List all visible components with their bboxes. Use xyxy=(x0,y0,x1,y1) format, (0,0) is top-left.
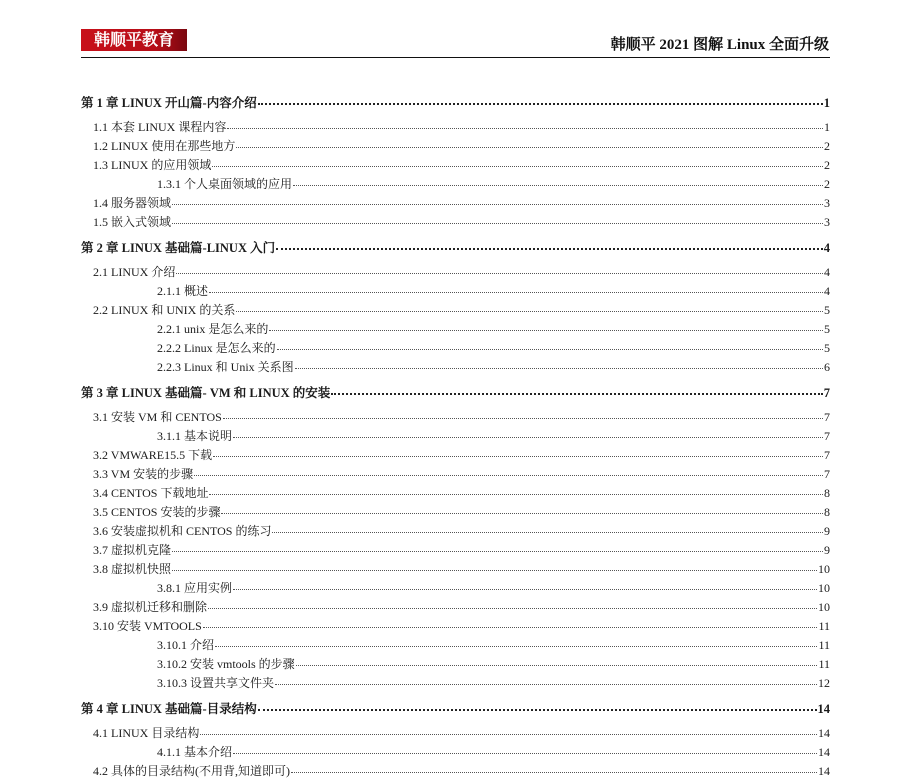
toc-entry-label: 1.3.1 个人桌面领域的应用 xyxy=(157,177,293,191)
toc-dot-leader xyxy=(236,146,823,148)
toc-entry-label: 第 1 章 LINUX 开山篇-内容介绍 xyxy=(81,96,257,110)
toc-chapter-entry[interactable] xyxy=(81,383,830,403)
toc-entry[interactable] xyxy=(81,579,830,598)
toc-dot-leader xyxy=(296,664,818,666)
toc-entry-label: 2.1 LINUX 介绍 xyxy=(93,265,176,279)
toc-page-number: 7 xyxy=(824,410,830,424)
toc-entry-label: 2.1.1 概述 xyxy=(157,284,209,298)
toc-dot-leader xyxy=(172,222,823,224)
toc-page-number: 1 xyxy=(824,120,830,134)
toc-entry-label: 4.1.1 基本介绍 xyxy=(157,745,233,759)
toc-page-number: 8 xyxy=(824,486,830,500)
toc-entry-label: 3.10.3 设置共享文件夹 xyxy=(157,676,275,690)
toc-dot-leader xyxy=(176,272,823,274)
toc-entry-label: 2.2 LINUX 和 UNIX 的关系 xyxy=(93,303,236,317)
toc-entry[interactable] xyxy=(81,617,830,636)
toc-entry[interactable] xyxy=(81,465,830,484)
toc-entry-label: 3.10.1 介绍 xyxy=(157,638,215,652)
toc-dot-leader xyxy=(258,708,817,711)
toc-entry[interactable] xyxy=(81,175,830,194)
toc-chapter-entry[interactable] xyxy=(81,93,830,113)
toc-entry[interactable] xyxy=(81,503,830,522)
toc-page-number: 11 xyxy=(818,619,830,633)
toc-dot-leader xyxy=(223,417,823,419)
toc-entry-label: 3.6 安装虚拟机和 CENTOS 的练习 xyxy=(93,524,272,538)
toc-page-number: 5 xyxy=(824,303,830,317)
toc-entry[interactable] xyxy=(81,137,830,156)
toc-entry-label: 2.2.1 unix 是怎么来的 xyxy=(157,322,269,336)
toc-dot-leader xyxy=(277,348,823,350)
toc-entry[interactable] xyxy=(81,636,830,655)
toc-dot-leader xyxy=(209,493,823,495)
toc-entry-label: 2.2.2 Linux 是怎么来的 xyxy=(157,341,276,355)
toc-dot-leader xyxy=(203,626,818,628)
toc-page-number: 4 xyxy=(823,241,830,255)
toc-page-number: 14 xyxy=(817,702,830,716)
toc-entry[interactable] xyxy=(81,301,830,320)
toc-entry-label: 3.8.1 应用实例 xyxy=(157,581,233,595)
toc-entry[interactable] xyxy=(81,339,830,358)
toc-entry[interactable] xyxy=(81,541,830,560)
toc-dot-leader xyxy=(172,569,817,571)
toc-entry-label: 2.2.3 Linux 和 Unix 关系图 xyxy=(157,360,294,374)
toc-dot-leader xyxy=(213,455,823,457)
toc-entry-label: 3.1 安装 VM 和 CENTOS xyxy=(93,410,222,424)
toc-page-number: 4 xyxy=(824,265,830,279)
toc-entry[interactable] xyxy=(81,358,830,377)
toc-page-number: 11 xyxy=(818,657,830,671)
toc-page-number: 14 xyxy=(818,745,830,759)
toc-entry[interactable] xyxy=(81,263,830,282)
toc-page-number: 4 xyxy=(824,284,830,298)
toc-page-number: 14 xyxy=(818,726,830,740)
toc-page-number: 7 xyxy=(824,448,830,462)
toc-entry[interactable] xyxy=(81,598,830,617)
toc-dot-leader xyxy=(212,165,823,167)
toc-entry-label: 3.10 安装 VMTOOLS xyxy=(93,619,202,633)
toc-page-number: 7 xyxy=(824,429,830,443)
toc-chapter-entry[interactable] xyxy=(81,699,830,719)
toc-dot-leader xyxy=(258,102,823,105)
toc-entry-label: 4.2 具体的目录结构(不用背,知道即可) xyxy=(93,764,290,778)
toc-entry-label: 第 2 章 LINUX 基础篇-LINUX 入门 xyxy=(81,241,276,255)
toc-page-number: 8 xyxy=(824,505,830,519)
toc-entry-label: 1.5 嵌入式领域 xyxy=(93,215,172,229)
toc-page-number: 11 xyxy=(818,638,830,652)
toc-entry-label: 1.4 服务器领域 xyxy=(93,196,172,210)
toc-dot-leader xyxy=(295,367,823,369)
toc-entry[interactable] xyxy=(81,762,830,781)
toc-entry-label: 第 4 章 LINUX 基础篇-目录结构 xyxy=(81,702,257,716)
brand-logo: 韩顺平教育 xyxy=(81,29,187,51)
toc-entry-label: 3.2 VMWARE15.5 下载 xyxy=(93,448,213,462)
toc-entry-label: 4.1 LINUX 目录结构 xyxy=(93,726,200,740)
toc-entry-label: 3.4 CENTOS 下载地址 xyxy=(93,486,209,500)
header-divider xyxy=(81,57,830,58)
toc-dot-leader xyxy=(272,531,823,533)
toc-entry[interactable] xyxy=(81,118,830,137)
toc-dot-leader xyxy=(200,733,817,735)
toc-dot-leader xyxy=(172,203,823,205)
toc-page-number: 7 xyxy=(824,467,830,481)
toc-entry[interactable] xyxy=(81,655,830,674)
toc-entry[interactable] xyxy=(81,674,830,693)
toc-chapter-entry[interactable] xyxy=(81,238,830,258)
toc-page-number: 10 xyxy=(818,562,830,576)
toc-page-number: 9 xyxy=(824,543,830,557)
toc-entry[interactable] xyxy=(81,724,830,743)
toc-entry[interactable] xyxy=(81,408,830,427)
toc-page-number: 10 xyxy=(818,600,830,614)
toc-page-number: 2 xyxy=(824,139,830,153)
toc-page-number: 1 xyxy=(823,96,830,110)
toc-entry-label: 1.3 LINUX 的应用领域 xyxy=(93,158,212,172)
toc-entry-label: 3.8 虚拟机快照 xyxy=(93,562,172,576)
toc-dot-leader xyxy=(209,291,823,293)
toc-entry[interactable] xyxy=(81,522,830,541)
toc-entry[interactable] xyxy=(81,156,830,175)
table-of-contents xyxy=(81,93,830,781)
toc-entry[interactable] xyxy=(81,560,830,579)
toc-entry[interactable] xyxy=(81,743,830,762)
toc-dot-leader xyxy=(331,392,822,395)
toc-dot-leader xyxy=(233,436,823,438)
toc-entry-label: 1.2 LINUX 使用在那些地方 xyxy=(93,139,236,153)
document-title: 韩顺平 2021 图解 Linux 全面升级 xyxy=(610,37,829,53)
toc-page-number: 2 xyxy=(824,158,830,172)
toc-dot-leader xyxy=(233,588,817,590)
toc-page-number: 9 xyxy=(824,524,830,538)
toc-dot-leader xyxy=(208,607,817,609)
toc-dot-leader xyxy=(233,752,817,754)
toc-dot-leader xyxy=(236,310,823,312)
toc-dot-leader xyxy=(276,247,823,250)
toc-page-number: 2 xyxy=(824,177,830,191)
toc-dot-leader xyxy=(215,645,817,647)
toc-page-number: 12 xyxy=(818,676,830,690)
toc-entry[interactable] xyxy=(81,282,830,301)
toc-page-number: 6 xyxy=(824,360,830,374)
toc-entry[interactable] xyxy=(81,320,830,339)
toc-dot-leader xyxy=(227,127,823,129)
toc-page-number: 14 xyxy=(818,764,830,778)
toc-page-number: 3 xyxy=(824,196,830,210)
toc-dot-leader xyxy=(291,771,817,773)
toc-entry[interactable] xyxy=(81,427,830,446)
toc-dot-leader xyxy=(269,329,823,331)
toc-page-number: 10 xyxy=(818,581,830,595)
toc-entry-label: 3.9 虚拟机迁移和删除 xyxy=(93,600,208,614)
toc-page-number: 3 xyxy=(824,215,830,229)
toc-page-number: 7 xyxy=(823,386,830,400)
toc-page-number: 5 xyxy=(824,341,830,355)
toc-entry[interactable] xyxy=(81,484,830,503)
toc-dot-leader xyxy=(293,184,823,186)
toc-dot-leader xyxy=(221,512,823,514)
toc-dot-leader xyxy=(194,474,823,476)
toc-entry[interactable] xyxy=(81,213,830,232)
toc-entry[interactable] xyxy=(81,446,830,465)
toc-entry-label: 1.1 本套 LINUX 课程内容 xyxy=(93,120,227,134)
toc-entry-label: 3.1.1 基本说明 xyxy=(157,429,233,443)
toc-entry-label: 3.10.2 安装 vmtools 的步骤 xyxy=(157,657,295,671)
toc-entry[interactable] xyxy=(81,194,830,213)
toc-entry-label: 第 3 章 LINUX 基础篇- VM 和 LINUX 的安装 xyxy=(81,386,331,400)
toc-entry-label: 3.7 虚拟机克隆 xyxy=(93,543,172,557)
toc-page-number: 5 xyxy=(824,322,830,336)
toc-dot-leader xyxy=(275,683,817,685)
toc-entry-label: 3.5 CENTOS 安装的步骤 xyxy=(93,505,221,519)
toc-dot-leader xyxy=(172,550,823,552)
toc-entry-label: 3.3 VM 安装的步骤 xyxy=(93,467,194,481)
